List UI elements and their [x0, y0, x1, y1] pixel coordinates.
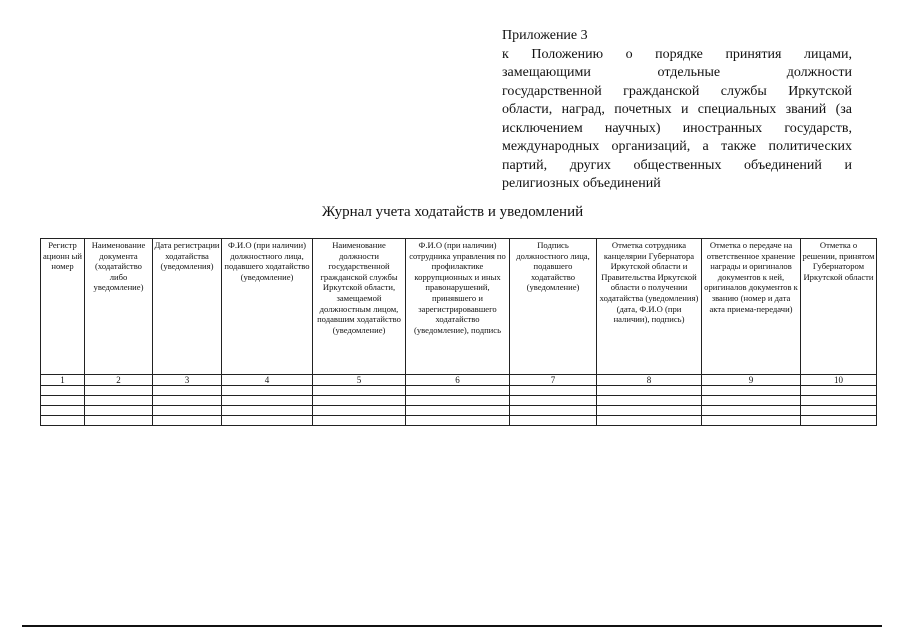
table-cell: [702, 386, 801, 396]
table-cell: [222, 416, 313, 426]
table-cell: [41, 416, 85, 426]
journal-table-header: [41, 239, 877, 375]
journal-table: [40, 238, 877, 426]
column-number: 1: [41, 375, 85, 386]
table-cell: [801, 396, 877, 406]
table-cell: [85, 416, 153, 426]
table-cell: [702, 396, 801, 406]
table-cell: [313, 406, 406, 416]
table-row: [41, 396, 877, 406]
table-cell: [510, 396, 597, 406]
column-number: 4: [222, 375, 313, 386]
table-cell: [597, 396, 702, 406]
table-cell: [222, 386, 313, 396]
appendix-block: [502, 27, 852, 194]
appendix-line: замещающими отдельные должности: [502, 65, 852, 80]
table-cell: [406, 396, 510, 406]
table-cell: [222, 396, 313, 406]
table-cell: [801, 406, 877, 416]
appendix-line: международных организаций, а также политических: [502, 139, 852, 154]
table-cell: [510, 386, 597, 396]
table-row: [41, 406, 877, 416]
table-cell: [510, 416, 597, 426]
appendix-line: государственной гражданской службы Иркутской: [502, 83, 852, 99]
table-cell: [702, 416, 801, 426]
footer-rule: [22, 625, 882, 627]
table-cell: [801, 386, 877, 396]
table-cell: [597, 406, 702, 416]
column-number: 5: [313, 375, 406, 386]
table-cell: [801, 416, 877, 426]
column-header: Отметка о передаче на ответственное хранение награды и оригиналов документов к ней, оригиналов документов к званию (номер и дата акта приема-передачи): [702, 239, 801, 375]
table-cell: [510, 406, 597, 416]
table-cell: [153, 396, 222, 406]
table-cell: [313, 386, 406, 396]
table-cell: [313, 396, 406, 406]
table-cell: [313, 416, 406, 426]
table-cell: [41, 406, 85, 416]
table-cell: [153, 406, 222, 416]
column-header: Отметка о решении, принятом Губернатором Иркутской области: [801, 239, 877, 375]
table-cell: [597, 416, 702, 426]
table-cell: [153, 416, 222, 426]
column-number: 3: [153, 375, 222, 386]
column-header: Ф.И.О (при наличии) должностного лица, подавшего ходатайство (уведомление): [222, 239, 313, 375]
appendix-line: религиозных объединений: [502, 176, 661, 191]
column-number: 2: [85, 375, 153, 386]
column-header: Отметка сотрудника канцелярии Губернатора Иркутской области и Правительства Иркутской области о получении ходатайства (уведомления) (дата, Ф.И.О (при наличии), подпись): [597, 239, 702, 375]
table-row: [41, 416, 877, 426]
journal-table-body: [41, 375, 877, 426]
table-cell: [702, 406, 801, 416]
header-row: [41, 239, 877, 375]
table-cell: [41, 386, 85, 396]
appendix-line: исключением научных) иностранных государств,: [502, 120, 852, 136]
appendix-line: партий, других общественных объединений и: [502, 157, 852, 173]
table-cell: [597, 386, 702, 396]
column-number: 8: [597, 375, 702, 386]
table-cell: [85, 406, 153, 416]
journal-title: Журнал учета ходатайств и уведомлений: [321, 204, 584, 220]
table-cell: [41, 396, 85, 406]
appendix-line: области, наград, почетных и специальных званий (за: [502, 102, 852, 117]
column-header: Наименование должности государственной гражданской службы Иркутской области, замещаемой должностным лицом, подавшим ходатайство (уведомление): [313, 239, 406, 375]
table-cell: [406, 416, 510, 426]
table-cell: [85, 396, 153, 406]
column-number-row: [41, 375, 877, 386]
column-header: Дата регистрации ходатайства (уведомления): [153, 239, 222, 375]
column-header: Ф.И.О (при наличии) сотрудника управления по профилактике коррупционных и иных правонарушений, принявшего и зарегистрировавшего ходатайство (уведомление), подпись: [406, 239, 510, 375]
table-cell: [85, 386, 153, 396]
table-cell: [406, 386, 510, 396]
column-header: Подпись должностного лица, подавшего ходатайство (уведомление): [510, 239, 597, 375]
table-cell: [406, 406, 510, 416]
column-header: Наименование документа (ходатайство либо уведомление): [85, 239, 153, 375]
table-cell: [222, 406, 313, 416]
column-number: 10: [801, 375, 877, 386]
appendix-line: к Положению о порядке принятия лицами,: [502, 46, 852, 62]
appendix-heading: Приложение 3: [502, 28, 588, 43]
table-row: [41, 386, 877, 396]
table-cell: [153, 386, 222, 396]
column-number: 6: [406, 375, 510, 386]
column-number: 9: [702, 375, 801, 386]
column-header: Регистр ационн ый номер: [41, 239, 85, 375]
column-number: 7: [510, 375, 597, 386]
